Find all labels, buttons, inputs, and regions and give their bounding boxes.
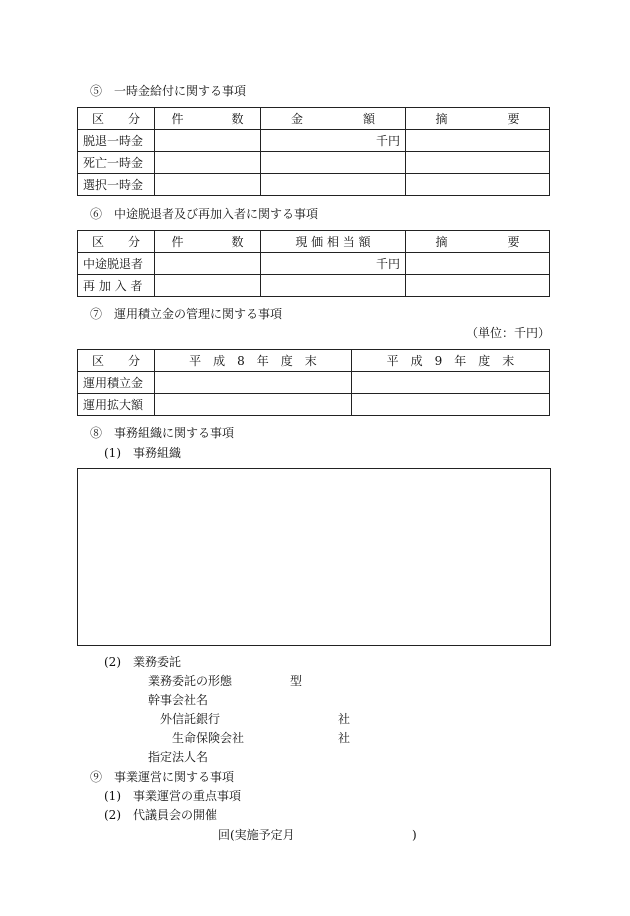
section-7-heading: ⑦ 運用積立金の管理に関する事項	[90, 307, 283, 321]
office-organization-box	[77, 468, 551, 646]
delegates-meeting-subheading: (2) 代議員会の開催	[104, 808, 217, 822]
header-category: 区 分	[78, 231, 155, 253]
table-row	[78, 152, 550, 174]
row-label: 死亡一時金	[78, 152, 155, 174]
table-row	[78, 372, 550, 394]
header-category: 区 分	[78, 108, 155, 130]
remarks-cell	[406, 152, 550, 174]
row-label: 再 加 入 者	[78, 275, 155, 297]
amount-cell: 千円	[261, 130, 406, 152]
table-row	[78, 394, 550, 416]
header-amount: 金 額	[261, 108, 406, 130]
table-header-row	[78, 108, 550, 130]
unit-note: （単位：千円）	[466, 326, 551, 340]
header-fy9-end: 平 成 9 年 度 末	[352, 350, 550, 372]
designated-corp-label: 指定法人名	[148, 750, 209, 764]
meeting-close-paren: )	[412, 828, 417, 842]
office-organization-subheading: (1) 事務組織	[104, 446, 181, 460]
remarks-cell	[406, 174, 550, 196]
meeting-count-label: 回(実施予定月	[218, 828, 295, 842]
section-5-heading: ⑤ 一時金給付に関する事項	[90, 84, 247, 98]
row-label: 運用積立金	[78, 372, 155, 394]
table-row	[78, 275, 550, 297]
header-remarks: 摘 要	[406, 108, 550, 130]
life-insurance-suffix: 社	[338, 731, 351, 745]
amount-cell	[261, 275, 406, 297]
count-cell	[155, 130, 261, 152]
table-row	[78, 174, 550, 196]
amount-cell: 千円	[261, 253, 406, 275]
fy9-cell	[352, 394, 550, 416]
count-cell	[155, 174, 261, 196]
header-present-value: 現 価 相 当 額	[261, 231, 406, 253]
row-label: 中途脱退者	[78, 253, 155, 275]
section-9-heading: ⑨ 事業運営に関する事項	[90, 770, 235, 784]
header-remarks: 摘 要	[406, 231, 550, 253]
count-cell	[155, 152, 261, 174]
life-insurance-label: 生命保険会社	[172, 731, 245, 745]
fy8-cell	[155, 372, 352, 394]
row-label: 選択一時金	[78, 174, 155, 196]
amount-cell	[261, 152, 406, 174]
reserve-table	[77, 349, 550, 416]
fy9-cell	[352, 372, 550, 394]
amount-cell	[261, 174, 406, 196]
remarks-cell	[406, 275, 550, 297]
fy8-cell	[155, 394, 352, 416]
header-category: 区 分	[78, 350, 155, 372]
table-row	[78, 130, 550, 152]
outsourcing-form-suffix: 型	[290, 674, 303, 688]
section-6-heading: ⑥ 中途脱退者及び再加入者に関する事項	[90, 207, 319, 221]
count-cell	[155, 275, 261, 297]
header-count: 件 数	[155, 108, 261, 130]
table-row	[78, 253, 550, 275]
row-label: 運用拡大額	[78, 394, 155, 416]
table-header-row	[78, 350, 550, 372]
header-fy8-end: 平 成 8 年 度 末	[155, 350, 352, 372]
table-header-row	[78, 231, 550, 253]
row-label: 脱退一時金	[78, 130, 155, 152]
key-operations-subheading: (1) 事業運営の重点事項	[104, 789, 241, 803]
outsourcing-subheading: (2) 業務委託	[104, 655, 181, 669]
count-cell	[155, 253, 261, 275]
lump-sum-table	[77, 107, 550, 196]
outsourcing-form-label: 業務委託の形態	[148, 674, 233, 688]
trust-bank-label: 外信託銀行	[160, 712, 221, 726]
trust-bank-suffix: 社	[338, 712, 351, 726]
section-8-heading: ⑧ 事務組織に関する事項	[90, 426, 235, 440]
header-count: 件 数	[155, 231, 261, 253]
withdrawal-table	[77, 230, 550, 297]
remarks-cell	[406, 253, 550, 275]
lead-company-label: 幹事会社名	[148, 693, 209, 707]
remarks-cell	[406, 130, 550, 152]
